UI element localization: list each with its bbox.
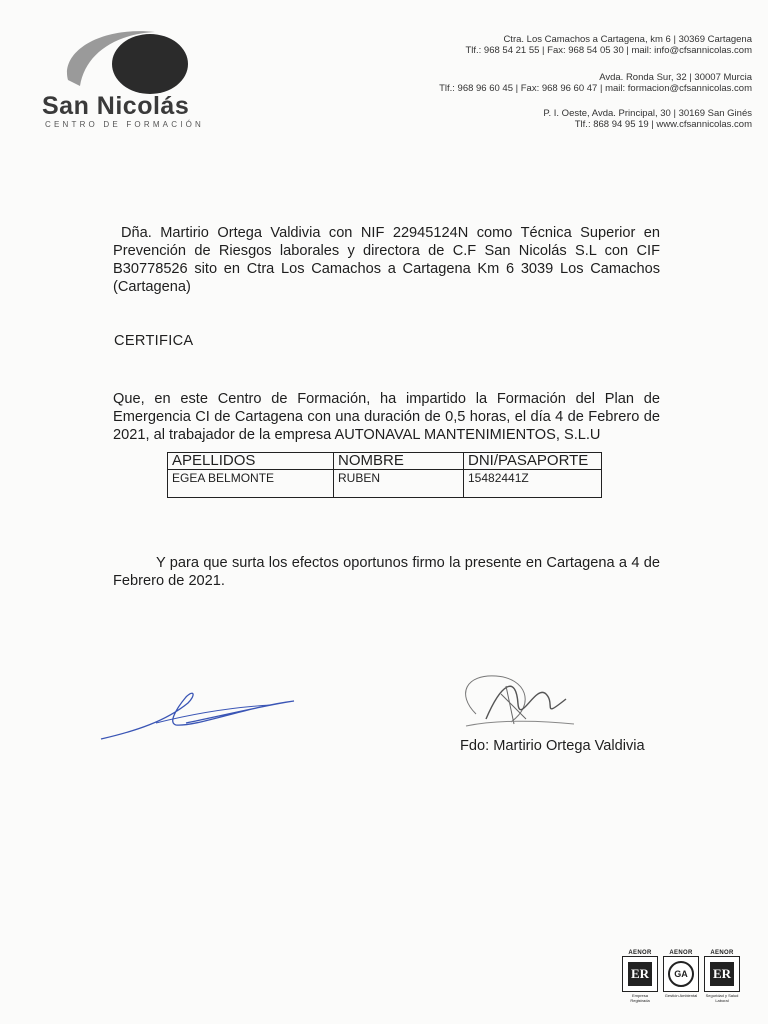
header-apellidos: APELLIDOS — [168, 453, 334, 470]
logo-subtitle: CENTRO DE FORMACIÓN — [45, 120, 205, 129]
er-mark-icon: ER — [710, 962, 734, 986]
badge-desc: Seguridad y Salud Laboral — [705, 993, 739, 1003]
logo-mark-icon — [60, 22, 190, 94]
aenor-ga-badge — [663, 950, 699, 1003]
address-line: P. I. Oeste, Avda. Principal, 30 | 30169 San Ginés — [543, 108, 752, 119]
statement-paragraph: Que, en este Centro de Formación, ha impartido la Formación del Plan de Emergencia CI de Cartagena con una duración de 0,5 horas, el día 4 de Febrero de 2021, al trabajador de la empresa AUTONAVAL MANTENIMIENTOS, S.L.U — [113, 391, 660, 443]
cell-nombre: RUBEN — [334, 470, 464, 498]
ga-mark-icon: GA — [668, 961, 694, 987]
signatory-name: Fdo: Martirio Ortega Valdivia — [460, 738, 645, 754]
badge-org: AENOR — [710, 950, 734, 956]
badge-org: AENOR — [628, 950, 652, 956]
address-san-gines — [543, 108, 752, 130]
contact-line: Tlf.: 868 94 95 19 | www.cfsannicolas.com — [574, 119, 752, 130]
closing-paragraph — [113, 554, 660, 590]
address-line: Ctra. Los Camachos a Cartagena, km 6 | 30369 Cartagena — [503, 34, 752, 45]
table-header-row — [168, 453, 602, 470]
aenor-er-badge — [622, 950, 658, 1003]
intro-paragraph — [113, 224, 660, 296]
header-nombre: NOMBRE — [334, 453, 464, 470]
header-dni: DNI/PASAPORTE — [464, 453, 602, 470]
certifica-heading: CERTIFICA — [114, 333, 194, 349]
logo-name: San Nicolás — [42, 92, 190, 120]
company-stamp — [456, 664, 586, 739]
er-mark-icon: ER — [628, 962, 652, 986]
cell-dni: 15482441Z — [464, 470, 602, 498]
address-murcia — [439, 72, 752, 94]
badge-desc: Empresa Registrada — [630, 993, 650, 1003]
worker-table — [167, 452, 602, 498]
contact-line: Tlf.: 968 96 60 45 | Fax: 968 96 60 47 | mail: formacion@cfsannicolas.com — [439, 83, 752, 94]
badge-desc: Gestión Ambiental — [664, 993, 698, 998]
table-row — [168, 470, 602, 498]
address-cartagena — [465, 34, 752, 56]
closing-text: Y para que surta los efectos oportunos firmo la presente en Cartagena a 4 de Febrero de 2021. — [113, 555, 660, 589]
address-line: Avda. Ronda Sur, 32 | 30007 Murcia — [599, 72, 752, 83]
contact-line: Tlf.: 968 54 21 55 | Fax: 968 54 05 30 | mail: info@cfsannicolas.com — [465, 45, 752, 56]
cell-apellidos: EGEA BELMONTE — [168, 470, 334, 498]
aenor-sst-badge — [704, 950, 740, 1003]
handwritten-signature — [96, 683, 301, 745]
certification-badges — [622, 950, 740, 1003]
intro-text: Dña. Martirio Ortega Valdivia con NIF 22945124N como Técnica Superior en Prevención de Riesgos laborales y directora de C.F San Nicolás S.L con CIF B30778526 sito en Ctra Los Camachos a Cartagena Km 6 3039 Los Camachos (Cartagena) — [113, 225, 660, 295]
badge-org: AENOR — [669, 950, 693, 956]
company-logo — [40, 22, 220, 132]
